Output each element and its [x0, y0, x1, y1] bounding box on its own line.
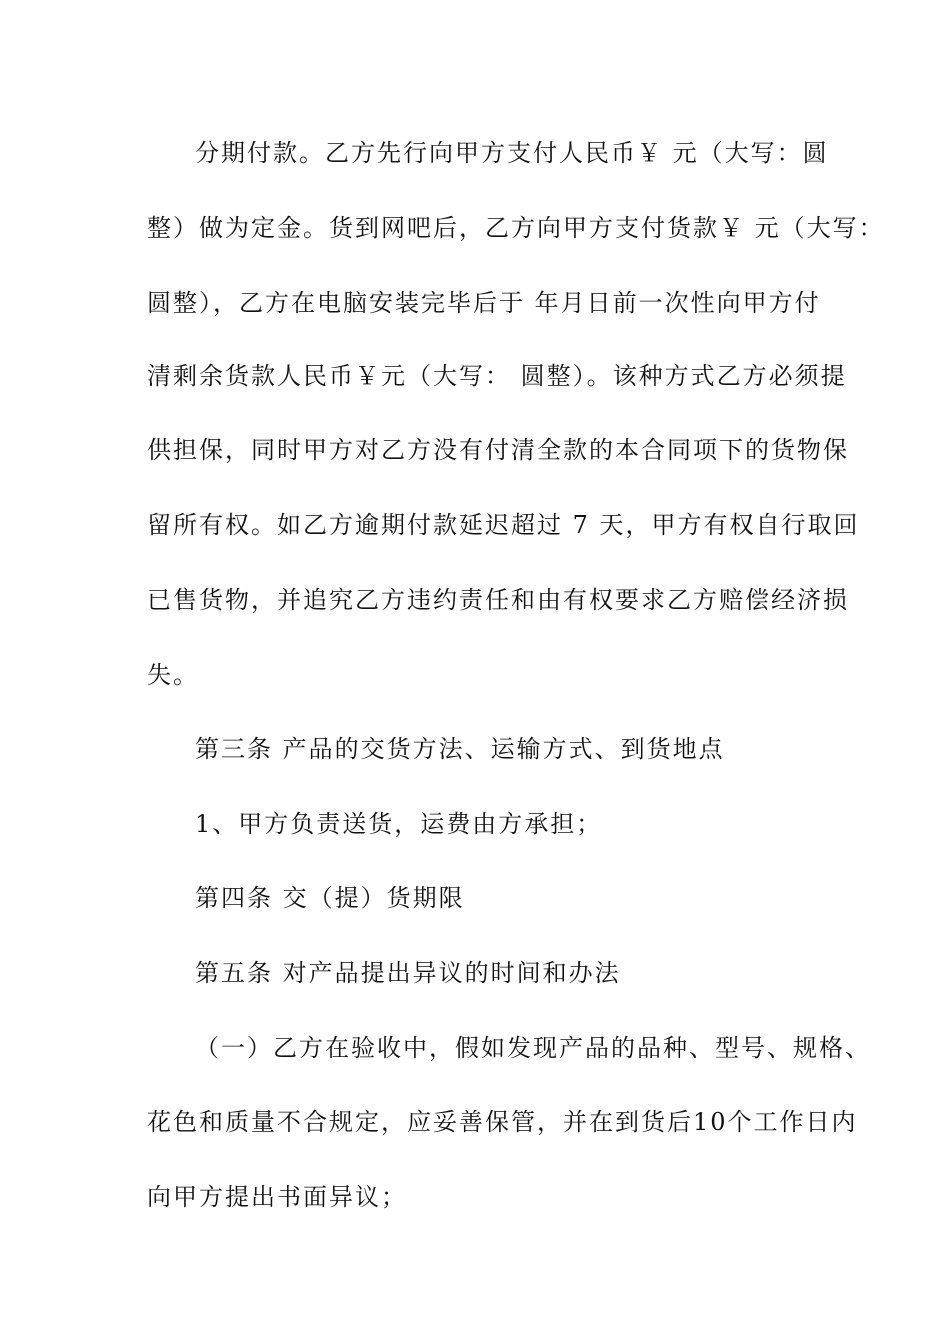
paragraph-line-8: 失。 [147, 661, 199, 689]
paragraph-line-7: 已售货物，并追究乙方违约责任和由有权要求乙方赔偿经济损 [147, 586, 849, 614]
article-4-heading: 第四条 交（提）货期限 [195, 884, 465, 912]
paragraph-line-1: 分期付款。乙方先行向甲方支付人民币￥ 元（大写：圆 [195, 139, 829, 167]
paragraph-line-3: 圆整），乙方在电脑安装完毕后于 年月日前一次性向甲方付 [147, 289, 821, 317]
paragraph-line-2: 整）做为定金。货到网吧后，乙方向甲方支付货款￥ 元（大写： [147, 214, 885, 242]
article-5-clause-1-line-1: （一）乙方在验收中，假如发现产品的品种、型号、规格、 [195, 1034, 871, 1062]
paragraph-line-6: 留所有权。如乙方逾期付款延迟超过 7 天，甲方有权自行取回 [147, 511, 860, 539]
article-5-clause-1-line-2: 花色和质量不合规定，应妥善保管，并在到货后10个工作日内 [147, 1108, 858, 1136]
article-5-clause-1-line-3: 向甲方提出书面异议； [147, 1183, 407, 1211]
article-3-heading: 第三条 产品的交货方法、运输方式、到货地点 [195, 735, 725, 763]
paragraph-line-4: 清剩余货款人民币￥元（大写： 圆整）。该种方式乙方必须提 [147, 362, 847, 390]
article-5-heading: 第五条 对产品提出异议的时间和办法 [195, 959, 621, 987]
article-3-item-1: 1、甲方负责送货，运费由方承担； [195, 810, 603, 838]
paragraph-line-5: 供担保，同时甲方对乙方没有付清全款的本合同项下的货物保 [147, 436, 849, 464]
